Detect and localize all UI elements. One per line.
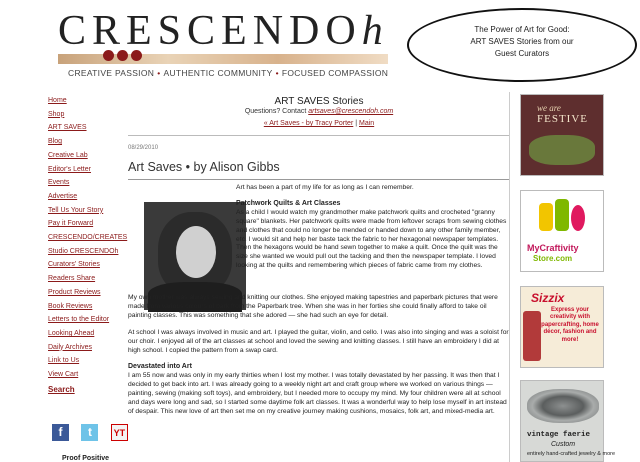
nav-pay-it-forward[interactable]: Pay it Forward [48, 220, 94, 228]
nav-tell-us-your-story[interactable]: Tell Us Your Story [48, 206, 104, 214]
nav-search[interactable]: Search [48, 384, 75, 394]
nav-daily-archives[interactable]: Daily Archives [48, 343, 92, 351]
post-title: Art Saves • by Alison Gibbs [128, 160, 510, 180]
facebook-icon[interactable]: f [52, 424, 69, 441]
social-links [52, 424, 136, 442]
nav-curators-stories[interactable]: Curators' Stories [48, 261, 100, 269]
ad-mycraftivity[interactable]: MyCraftivity Store.com [520, 190, 604, 272]
twitter-icon[interactable]: t [81, 424, 98, 441]
nav-product-reviews[interactable]: Product Reviews [48, 288, 101, 296]
mycraftivity-logo-icon [539, 199, 589, 237]
ad-we-are-festive[interactable]: we are FESTIVE [520, 94, 604, 176]
contact-line: Questions? Contact artsaves@crescendoh.com [244, 108, 394, 115]
nav-studio-crescendoh[interactable]: Studio CRESCENDOh [48, 247, 119, 255]
ad-vintage-faerie[interactable]: vintage faerie Custom entirely hand-crafted jewelry & more [520, 380, 604, 462]
post-body [128, 294, 510, 425]
heading-patchwork: Patchwork Quilts & Art Classes [236, 199, 341, 207]
divider [128, 135, 510, 136]
curators-badge: The Power of Art for Good: ART SAVES Stories from our Guest Curators [407, 8, 637, 82]
nav-home[interactable]: Home [48, 97, 67, 104]
nav-view-cart[interactable]: View Cart [48, 371, 79, 379]
nav-advertise[interactable]: Advertise [48, 192, 78, 200]
site-header [0, 0, 640, 88]
nav-shop[interactable]: Shop [48, 110, 65, 118]
post-navigation: « Art Saves - by Tracy Porter | Main [263, 120, 375, 127]
post-date: 08/29/2010 [128, 145, 159, 151]
nav-letters-to-the-editor[interactable]: Letters to the Editor [48, 316, 110, 324]
contact-email-link[interactable]: artsaves@crescendoh.com [308, 108, 394, 115]
nav-editors-letter[interactable]: Editor's Letter [48, 165, 91, 173]
previous-post-link[interactable]: « Art Saves - by Tracy Porter [263, 120, 354, 127]
site-logo[interactable] [58, 8, 408, 54]
site-tagline: CREATIVE PASSION • AUTHENTIC COMMUNITY • FOCUSED COMPASSION [68, 68, 389, 78]
nav-book-reviews[interactable]: Book Reviews [48, 302, 93, 310]
heading-devastated: Devastated into Art [128, 363, 192, 371]
nav-looking-ahead[interactable]: Looking Ahead [48, 329, 95, 337]
post-intro [236, 184, 508, 279]
youtube-icon[interactable]: YT [111, 424, 128, 441]
left-nav [48, 94, 128, 396]
nav-creative-lab[interactable]: Creative Lab [48, 151, 88, 159]
nav-crescendo-creates[interactable]: CRESCENDO/CREATES [48, 234, 128, 242]
ad-sizzix[interactable]: Sizzix Express your creativity with papercrafting, home décor, fashion and more! [520, 286, 604, 368]
intro-paragraph: Art has been a part of my life for as long as I can remember. [236, 184, 414, 191]
nav-art-saves[interactable]: ART SAVES [48, 124, 87, 132]
nav-events[interactable]: Events [48, 179, 70, 187]
paragraph-school: At school I was always involved in music and art. I played the guitar, violin, and cello. I was also into singing and was a soloist for our choir. I enjoyed all of the art classes at school and loved the sewing and knitting classes. I still have an embroidery I did at high school. I copied the pattern from a swap card. [128, 328, 509, 354]
paragraph-devastated: I am 55 now and was only in my early thirties when I lost my mother. I was totally devastated by her passing. It was then that I decided to get back into art. I was already going to a weekly night art and craft group where we worked on various things — painting, sewing (making soft toys), and embroidery, but I needed more to occupy my mind. My four children were all at school and days were long and sad, so I started some daytime folk art classes. It was a wonderful way to help lose myself in art instead of despair. This new love of art then set me on my creative journey making cushions, mosaics, folk art, and mixed-media art. [128, 372, 507, 415]
main-content [128, 94, 510, 270]
main-link[interactable]: Main [359, 120, 375, 127]
paragraph-patchwork: As a child I would watch my grandmother make patchwork quilts and crocheted "granny square" blankets. Her patchwork quilts were made from leftover scraps from sewing clothes and clothes that could no longer be mended or handed down to any other family member, etc. I would sit and help her baste tack the fabric to her hexagonal newspaper templates. Then the hexagons would be hand sewn together to make a quilt. Once the quilt was the size she wanted we would pull out the tacking and then the newspaper template. I loved looking at the quilts and remembering which pieces of fabric came from my clothes. [236, 208, 507, 270]
proof-positive-heading: Proof Positive [62, 455, 110, 462]
nav-blog[interactable]: Blog [48, 138, 63, 146]
nav-readers-share[interactable]: Readers Share [48, 275, 96, 283]
nav-link-to-us[interactable]: Link to Us [48, 357, 80, 365]
paragraph-mother: My own mother was always sewing and knitting our clothes. She enjoyed making tapestries and paperbark pictures that were made from various colours of bark from the Paperbark tree. When she was in her forties she could finally afford to take oil painting classes. This was something that she adored — she had such an eye for detail. [128, 294, 498, 319]
section-title: ART SAVES Stories [274, 96, 364, 107]
logo-text: CRESCENDOh [58, 8, 383, 54]
